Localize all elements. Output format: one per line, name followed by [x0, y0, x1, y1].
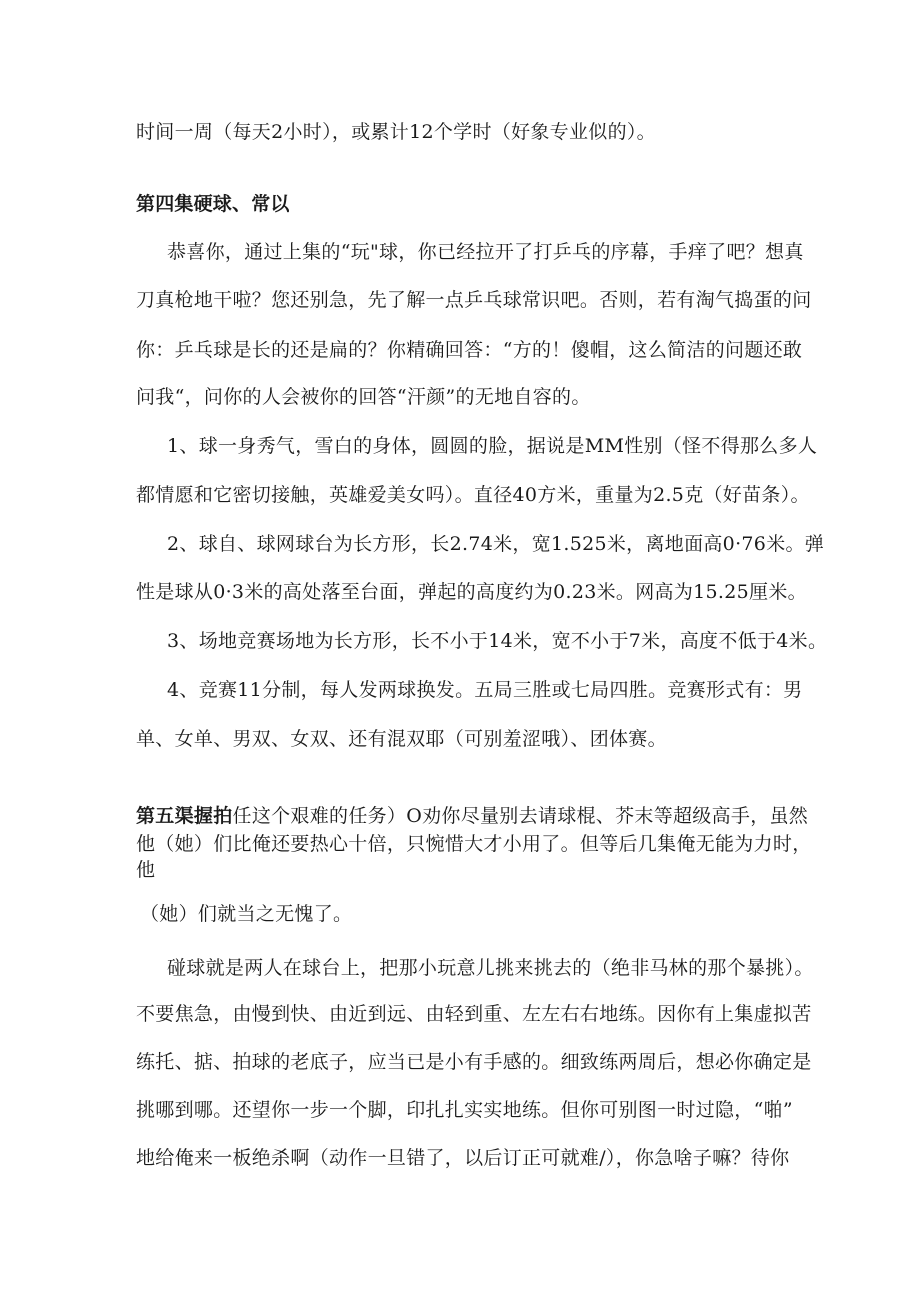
section-5-first-line — [136, 804, 808, 828]
s4-para1-line: 问我“，问你的人会被你的回答“汗颜”的无地自容的。 — [136, 386, 591, 408]
s4-item3-line: 3、场地竞赛场地为长方形，长不小于14米，宽不小于7米，高度不低于4米。 — [167, 630, 828, 652]
s5-line1-rest: 任这个艰难的任务）O劝你尽量别去请球棍、芥末等超级高手，虽然 — [232, 805, 809, 827]
s5-line4: （她）们就当之无愧了。 — [140, 903, 353, 925]
s4-para1-line: 恭喜你，通过上集的“玩"球，你已经拉开了打乒乓的序幕，手痒了吧？想真 — [167, 241, 804, 263]
s5-para-line: 挑哪到哪。还望你一步一个脚，印扎扎实实地练。但你可别图一时过隐，“啪” — [136, 1099, 793, 1121]
s4-item2-line: 2、球自、球网球台为长方形，长2.74米，宽1.525米，离地面高0·76米。弹 — [167, 533, 825, 555]
s4-item4-line: 单、女单、男双、女双、还有混双耶（可别羞涩哦）、团体赛。 — [136, 728, 667, 750]
s5-line3: 他 — [136, 859, 156, 881]
s4-item2-line: 性是球从0·3米的高处落至台面，弹起的高度约为0.23米。网高为15.25厘米。 — [136, 581, 807, 603]
intro-line: 时间一周（每天2小时），或累计12个学时（好象专业似的）。 — [136, 121, 656, 143]
section-5-heading: 第五渠握拍 — [136, 805, 233, 827]
s5-para-line: 不要焦急，由慢到快、由近到远、由轻到重、左左右右地练。因你有上集虚拟苦 — [136, 1003, 812, 1025]
s5-line2: 他（她）们比俺还要热心十倍，只惋惜大才小用了。但等后几集俺无能为力时， — [136, 833, 812, 855]
s4-item1-line: 1、球一身秀气，雪白的身体，圆圆的脸，据说是MM性别（怪不得那么多人 — [167, 435, 818, 457]
section-4-heading: 第四集硬球、常以 — [136, 193, 290, 215]
s5-para-line: 碰球就是两人在球台上，把那小玩意儿挑来挑去的（绝非马林的那个暴挑）。 — [167, 957, 814, 979]
s4-item4-line: 4、竞赛11分制，每人发两球换发。五局三胜或七局四胜。竞赛形式有：男 — [167, 679, 803, 701]
s4-para1-line: 刀真枪地干啦？您还别急，先了解一点乒乓球常识吧。否则，若有淘气捣蛋的问 — [136, 289, 812, 311]
s5-para-line: 地给俺来一板绝杀啊（动作一旦错了，以后订正可就难/），你急啥子嘛？待你 — [136, 1147, 790, 1169]
s5-para-line: 练托、掂、拍球的老底子，应当已是小有手感的。细致练两周后，想必你确定是 — [136, 1051, 812, 1073]
s4-item1-line: 都情愿和它密切接触，英雄爱美女吗）。直径40方米，重量为2.5克（好苗条）。 — [136, 484, 810, 506]
s4-para1-line: 你：乒乓球是长的还是扁的？你精确回答：“方的！傻帽，这么简洁的问题还敢 — [136, 339, 803, 361]
